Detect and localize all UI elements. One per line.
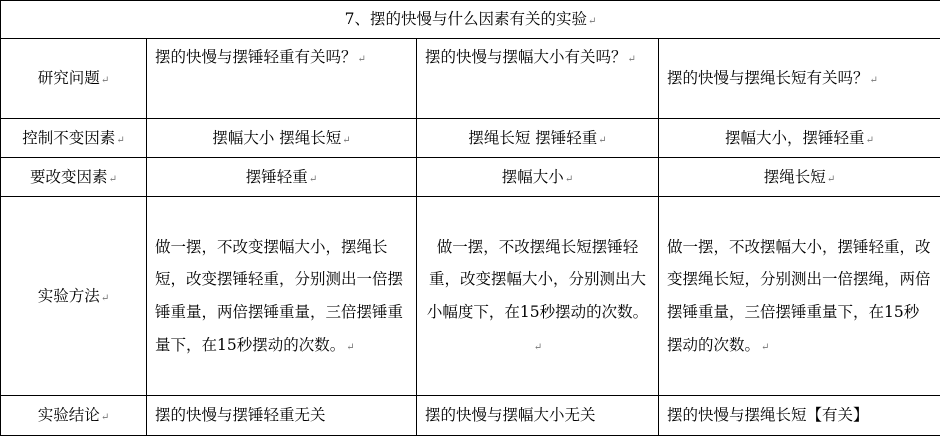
paragraph-mark-icon: ↵ — [827, 174, 835, 185]
conclusion-cell-3 — [659, 396, 940, 436]
paragraph-mark-icon: ↵ — [309, 174, 317, 185]
label-text: 要改变因素 — [30, 168, 108, 186]
paragraph-mark-icon: ↵ — [588, 16, 596, 27]
paragraph-mark-icon: ↵ — [565, 174, 573, 185]
label-text: 实验结论 — [38, 406, 100, 424]
controlled-cell-3 — [659, 119, 940, 158]
paragraph-mark-icon: ↵ — [101, 75, 109, 86]
label-text: 控制不变因素 — [22, 129, 115, 147]
question-cell-2 — [417, 39, 659, 119]
paragraph-mark-icon: ↵ — [628, 54, 636, 65]
question-cell-1 — [147, 39, 417, 119]
changed-text: 摆绳长短 — [764, 168, 826, 186]
method-cell-1 — [147, 197, 417, 396]
method-text: 做一摆，不改变摆幅大小，摆绳长短，改变摆锤轻重，分别测出一倍摆锤重量，两倍摆锤重量，三倍摆锤重量下，在15秒摆动的次数。 — [155, 238, 403, 354]
conclusion-text: 摆的快慢与摆幅大小无关 — [425, 406, 596, 424]
controlled-text: 摆幅大小 摆绳长短 — [212, 129, 341, 147]
paragraph-mark-icon: ↵ — [101, 412, 109, 423]
paragraph-mark-icon: ↵ — [866, 135, 874, 146]
question-text: 摆的快慢与摆绳长短有关吗？ — [667, 69, 869, 87]
conclusion-text: 摆的快慢与摆锤轻重无关 — [155, 406, 326, 424]
label-text: 实验方法 — [38, 287, 100, 305]
paragraph-mark-icon: ↵ — [761, 342, 769, 353]
controlled-cell-2 — [417, 119, 659, 158]
paragraph-mark-icon: ↵ — [116, 135, 124, 146]
method-text: 做一摆，不改摆绳长短摆锤轻重，改变摆幅大小，分别测出大小幅度下，在15秒摆动的次数。 — [427, 238, 648, 321]
label-text: 研究问题 — [38, 69, 100, 87]
row-label-question — [1, 39, 147, 119]
changed-text: 摆幅大小 — [502, 168, 564, 186]
table-title: 7、摆的快慢与什么因素有关的实验 — [345, 10, 587, 28]
paragraph-mark-icon: ↵ — [101, 293, 109, 304]
question-cell-3 — [659, 39, 940, 119]
paragraph-mark-icon: ↵ — [534, 342, 542, 353]
title-row — [1, 1, 940, 39]
paragraph-mark-icon: ↵ — [870, 75, 878, 86]
row-label-method — [1, 197, 147, 396]
method-cell-3 — [659, 197, 940, 396]
row-label-conclusion — [1, 396, 147, 436]
paragraph-mark-icon: ↵ — [358, 54, 366, 65]
paragraph-mark-icon: ↵ — [109, 174, 117, 185]
conclusion-cell-2 — [417, 396, 659, 436]
method-row — [1, 197, 940, 396]
method-cell-2 — [417, 197, 659, 396]
changed-cell-2 — [417, 158, 659, 197]
paragraph-mark-icon: ↵ — [598, 135, 606, 146]
question-row — [1, 39, 940, 119]
controlled-cell-1 — [147, 119, 417, 158]
controlled-text: 摆绳长短 摆锤轻重 — [468, 129, 597, 147]
changed-cell-3 — [659, 158, 940, 197]
paragraph-mark-icon: ↵ — [342, 135, 350, 146]
row-label-changed — [1, 158, 147, 197]
question-text: 摆的快慢与摆锤轻重有关吗？ — [155, 48, 357, 66]
question-text: 摆的快慢与摆幅大小有关吗？ — [425, 48, 627, 66]
controlled-row — [1, 119, 940, 158]
paragraph-mark-icon: ↵ — [346, 342, 354, 353]
row-label-controlled — [1, 119, 147, 158]
table-title-cell — [1, 1, 940, 39]
changed-text: 摆锤轻重 — [246, 168, 308, 186]
method-text: 做一摆，不改摆幅大小，摆锤轻重，改变摆绳长短，分别测出一倍摆绳，两倍摆锤重量，三倍摆锤重量下，在15秒摆动的次数。 — [667, 238, 931, 354]
conclusion-row — [1, 396, 940, 436]
controlled-text: 摆幅大小，摆锤轻重 — [725, 129, 865, 147]
changed-cell-1 — [147, 158, 417, 197]
conclusion-cell-1 — [147, 396, 417, 436]
changed-row — [1, 158, 940, 197]
conclusion-text: 摆的快慢与摆绳长短【有关】 — [667, 406, 869, 424]
